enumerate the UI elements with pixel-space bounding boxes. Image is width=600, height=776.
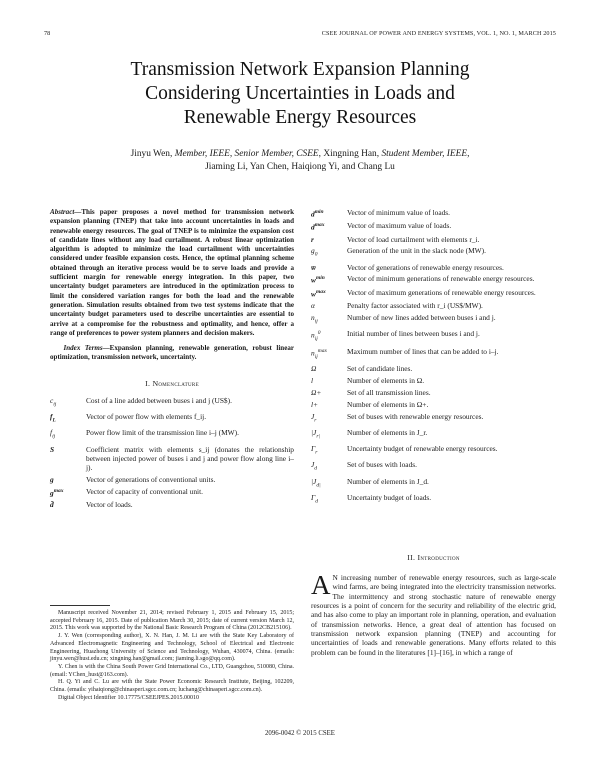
nomenclature-description: Penalty factor associated with r_i (US$/MW). [347,300,483,310]
footnote-yi-lu: H. Q. Yi and C. Lu are with the State Power Economic Research Institute, Beijing, 102209, China. (emails: yihaiqiong@chinasperi.sgcc.com.cn; luchang@chinasperi.sgcc.com.cn). [50,679,294,694]
author-names: Jinyu Wen, [130,149,175,159]
nomenclature-symbol: l+ [311,399,319,409]
journal-name: CSEE JOURNAL OF POWER AND ENERGY SYSTEMS, VOL. 1, NO. 1, MARCH 2015 [321,30,556,37]
nomenclature-entry [311,313,556,327]
nomenclature-symbol: w̄ [311,262,316,272]
nomenclature-description: Vector of capacity of conventional unit. [86,486,203,496]
nomenclature-symbol: l [311,376,314,386]
footnote-wen: J. Y. Wen (corresponding author), X. N. Han, J. M. Li are with the State Key Laboratory of Advanced Electromagnetic Engineering and Technology, School of Electrical and Electronic Engineering, Huazhong University of Science and Technology, Wuhan, 430074, China. (emails: jinyu.wen@hust.edu.cn; xingning.han@gmail.com; jiaming.li.sgo@qq.com). [50,633,294,663]
nomenclature-entry [311,400,556,409]
copyright-footer: 2096-0042 © 2015 CSEE [265,730,335,737]
nomenclature-description: Vector of minimum generations of renewable energy resources. [347,274,535,284]
introduction-text: increasing number of renewable energy resources, such as large-scale wind farms, are being integrated into the electricity transmission networks. The intermittency and strong stochastic nature of renewable energy resources is a point of concern for the security and reliability of the electric grid, and has also come to play an important role in planning, operation, and evaluation of transmission networks. Hence, a great deal of attention has focused on transmission network expansion planning (TNEP) and accounting for uncertainties of loads and renewable generations. Many efforts related to this problem can be found in the literatures [1]–[16], in which a range of [311,573,556,657]
nomenclature-description: Coefficient matrix with elements s_ij (donates the relationship between injected power of buses i and j and power flow along line i–j). [86,444,294,473]
nomenclature-description: Vector of maximum generations of renewable energy resources. [347,287,536,297]
author-names: , [467,149,470,159]
nomenclature-entry [50,412,294,426]
footnote-rule [50,605,110,606]
footnote-chen: Y. Chen is with the China South Power Grid International Co., LTD, Guangzhou, 510080, China. (email: YChen_hust@163.com). [50,663,294,678]
nomenclature-entry [311,263,556,272]
nomenclature-symbol: $|J_{r|}$ [311,427,320,440]
author-list [60,148,540,174]
nomenclature-entry [311,274,556,285]
running-header [44,30,556,42]
nomenclature-entry [311,288,556,299]
nomenclature-description: Number of elements in Ω. [347,376,425,386]
nomenclature-symbol: Ω [311,364,317,374]
nomenclature-description: Vector of generations of conventional units. [86,475,216,485]
nomenclature-description: Initial number of lines between buses i and j. [347,328,480,338]
introduction-title: Introduction [417,553,460,562]
introduction-heading [311,553,556,562]
abstract-label: Abstract [50,208,75,216]
introduction-body [311,570,556,657]
nomenclature-symbol: $f_L$ [50,412,56,424]
nomenclature-list-left [50,396,294,510]
author-line-1 [60,148,540,161]
nomenclature-entry [311,329,556,344]
nomenclature-symbol: $d^{min}$ [311,209,324,219]
nomenclature-symbol: $\Gamma_r$ [311,444,318,456]
nomenclature-description: Uncertainty budget of renewable energy resources. [347,444,498,454]
nomenclature-entry [311,221,556,232]
nomenclature-symbol: $\Gamma_d$ [311,492,318,505]
nomenclature-entry [50,396,294,410]
nomenclature-number: I. [145,378,153,388]
nomenclature-description: Maximum number of lines that can be added to i–j. [347,346,499,356]
nomenclature-description: Uncertainty budget of loads. [347,492,432,502]
nomenclature-entry [50,475,294,484]
nomenclature-description: Generation of the unit in the slack node (MW). [347,246,486,256]
nomenclature-description: Number of elements in J_d. [347,476,429,486]
page-number: 78 [44,30,51,37]
nomenclature-title: Nomenclature [152,378,199,388]
abstract [50,208,294,338]
nomenclature-description: Vector of power flow with elements f_ij. [86,412,207,422]
nomenclature-description: Vector of maximum value of loads. [347,221,452,231]
nomenclature-list-right [311,208,556,507]
nomenclature-entry [50,445,294,473]
nomenclature-entry [311,428,556,442]
nomenclature-description: Number of elements in Ω+. [347,399,429,409]
left-column [50,208,294,512]
nomenclature-symbol: $J_r$ [311,411,317,424]
nomenclature-symbol: $g_0$ [311,246,318,258]
author-membership: Student Member, IEEE [381,149,468,159]
index-terms-text: —Expansion planning, renewable generation, robust linear optimization, transmission network, uncertainty. [50,344,294,362]
nomenclature-symbol: $n_{ij}$ [311,312,318,325]
nomenclature-description: Vector of minimum value of loads. [347,208,451,217]
nomenclature-symbol: $w^{max}$ [311,288,326,299]
introduction-number: II. [407,553,418,562]
nomenclature-symbol: α [311,300,315,310]
nomenclature-description: Set of all transmission lines. [347,388,431,398]
nomenclature-entry [311,208,556,219]
index-terms [50,344,294,363]
nomenclature-symbol: $n_{ij}^0$ [311,329,321,342]
right-column [311,208,556,509]
author-names: , Xingning Han, [318,149,382,159]
nomenclature-description: Number of new lines added between buses i and j. [347,312,496,322]
title-line-1: Transmission Network Expansion Planning [130,59,470,80]
footnote-received: Manuscript received November 21, 2014; revised February 1, 2015 and February 15, 2015; accepted February 16, 2015. Date of publication March 30, 2015; date of current version March 12, 2015. This work was supported by the National Basic Research Program of China (2012CB215106). [50,610,294,632]
nomenclature-symbol: S [50,444,55,454]
footnotes [50,605,294,702]
drop-cap: A [311,570,331,600]
author-membership: Member, IEEE, Senior Member, CSEE [174,149,319,159]
title-line-2: Considering Uncertainties in Loads and [145,83,455,104]
nomenclature-entry [50,487,294,498]
nomenclature-symbol: $c_{ij}$ [50,395,57,408]
nomenclature-entry [311,388,556,397]
nomenclature-heading [50,379,294,388]
nomenclature-symbol: $f_{ij}$ [50,428,56,440]
nomenclature-symbol: Ω+ [311,388,322,398]
nomenclature-symbol: $g^{max}$ [50,487,64,498]
nomenclature-description: Vector of generations of renewable energy resources. [347,262,504,272]
nomenclature-description: Vector of load curtailment with elements r_i. [347,234,480,244]
nomenclature-description: Number of elements in J_r. [347,427,428,437]
title-line-3: Renewable Energy Resources [183,107,417,128]
nomenclature-entry [50,428,294,442]
nomenclature-entry [311,246,556,260]
nomenclature-symbol: g [50,475,54,485]
nomenclature-entry [311,347,556,362]
nomenclature-entry [311,477,556,491]
first-word: N [332,573,338,582]
nomenclature-symbol: d̄ [50,500,54,510]
nomenclature-entry [311,412,556,426]
nomenclature-description: Set of buses with loads. [347,460,418,470]
nomenclature-symbol: $d^{max}$ [311,222,325,232]
nomenclature-description: Power flow limit of the transmission line i–j (MW). [86,428,239,438]
author-line-2: Jiaming Li, Yan Chen, Haiqiong Yi, and Chang Lu [205,162,395,172]
paper-title [40,58,560,130]
nomenclature-entry [311,493,556,507]
nomenclature-entry [311,364,556,373]
nomenclature-symbol: r [311,234,314,244]
nomenclature-symbol: $|J_{d|}$ [311,476,321,489]
nomenclature-symbol: $n_{ij}^{max}$ [311,347,327,360]
nomenclature-description: Vector of loads. [86,500,133,510]
nomenclature-entry [311,301,556,310]
nomenclature-description: Set of buses with renewable energy resources. [347,411,484,421]
nomenclature-entry [311,376,556,385]
nomenclature-description: Set of candidate lines. [347,364,413,374]
nomenclature-symbol: $w^{min}$ [311,275,325,285]
abstract-text: —This paper proposes a novel method for transmission network expansion planning (TNEP) that take into account uncertainties in loads and renewable energy resources. The goal of TNEP is to minimize the expansion cost of candidate lines without any load curtailment. A robust linear optimization algorithm is adopted to minimize the load curtailment with uncertainties considered under feasible expansion costs. Hence, the optimal planning scheme obtained through an iterative process would be to serve loads and provide a sufficient margin for renewable energy integration. In this paper, two uncertainty budget parameters are introduced in the optimization process to limit the considered variation ranges for both the load and the renewable generation. Simulation results obtained from two test systems indicate that the uncertainty budget parameters used to describe uncertainties are essential to arrive at a compromise for the robustness and optimality, and hence, offer a range of preferences to power system planners and decision makers. [50,208,294,337]
nomenclature-entry [311,460,556,474]
nomenclature-entry [311,235,556,244]
nomenclature-entry [311,444,556,458]
footnote-doi: Digital Object Identifier 10.17775/CSEEJPES.2015.00010 [58,694,199,701]
index-terms-label: Index Terms [63,344,103,353]
nomenclature-symbol: $J_d$ [311,460,318,472]
nomenclature-entry [50,500,294,509]
nomenclature-description: Cost of a line added between buses i and j (US$). [86,395,232,405]
